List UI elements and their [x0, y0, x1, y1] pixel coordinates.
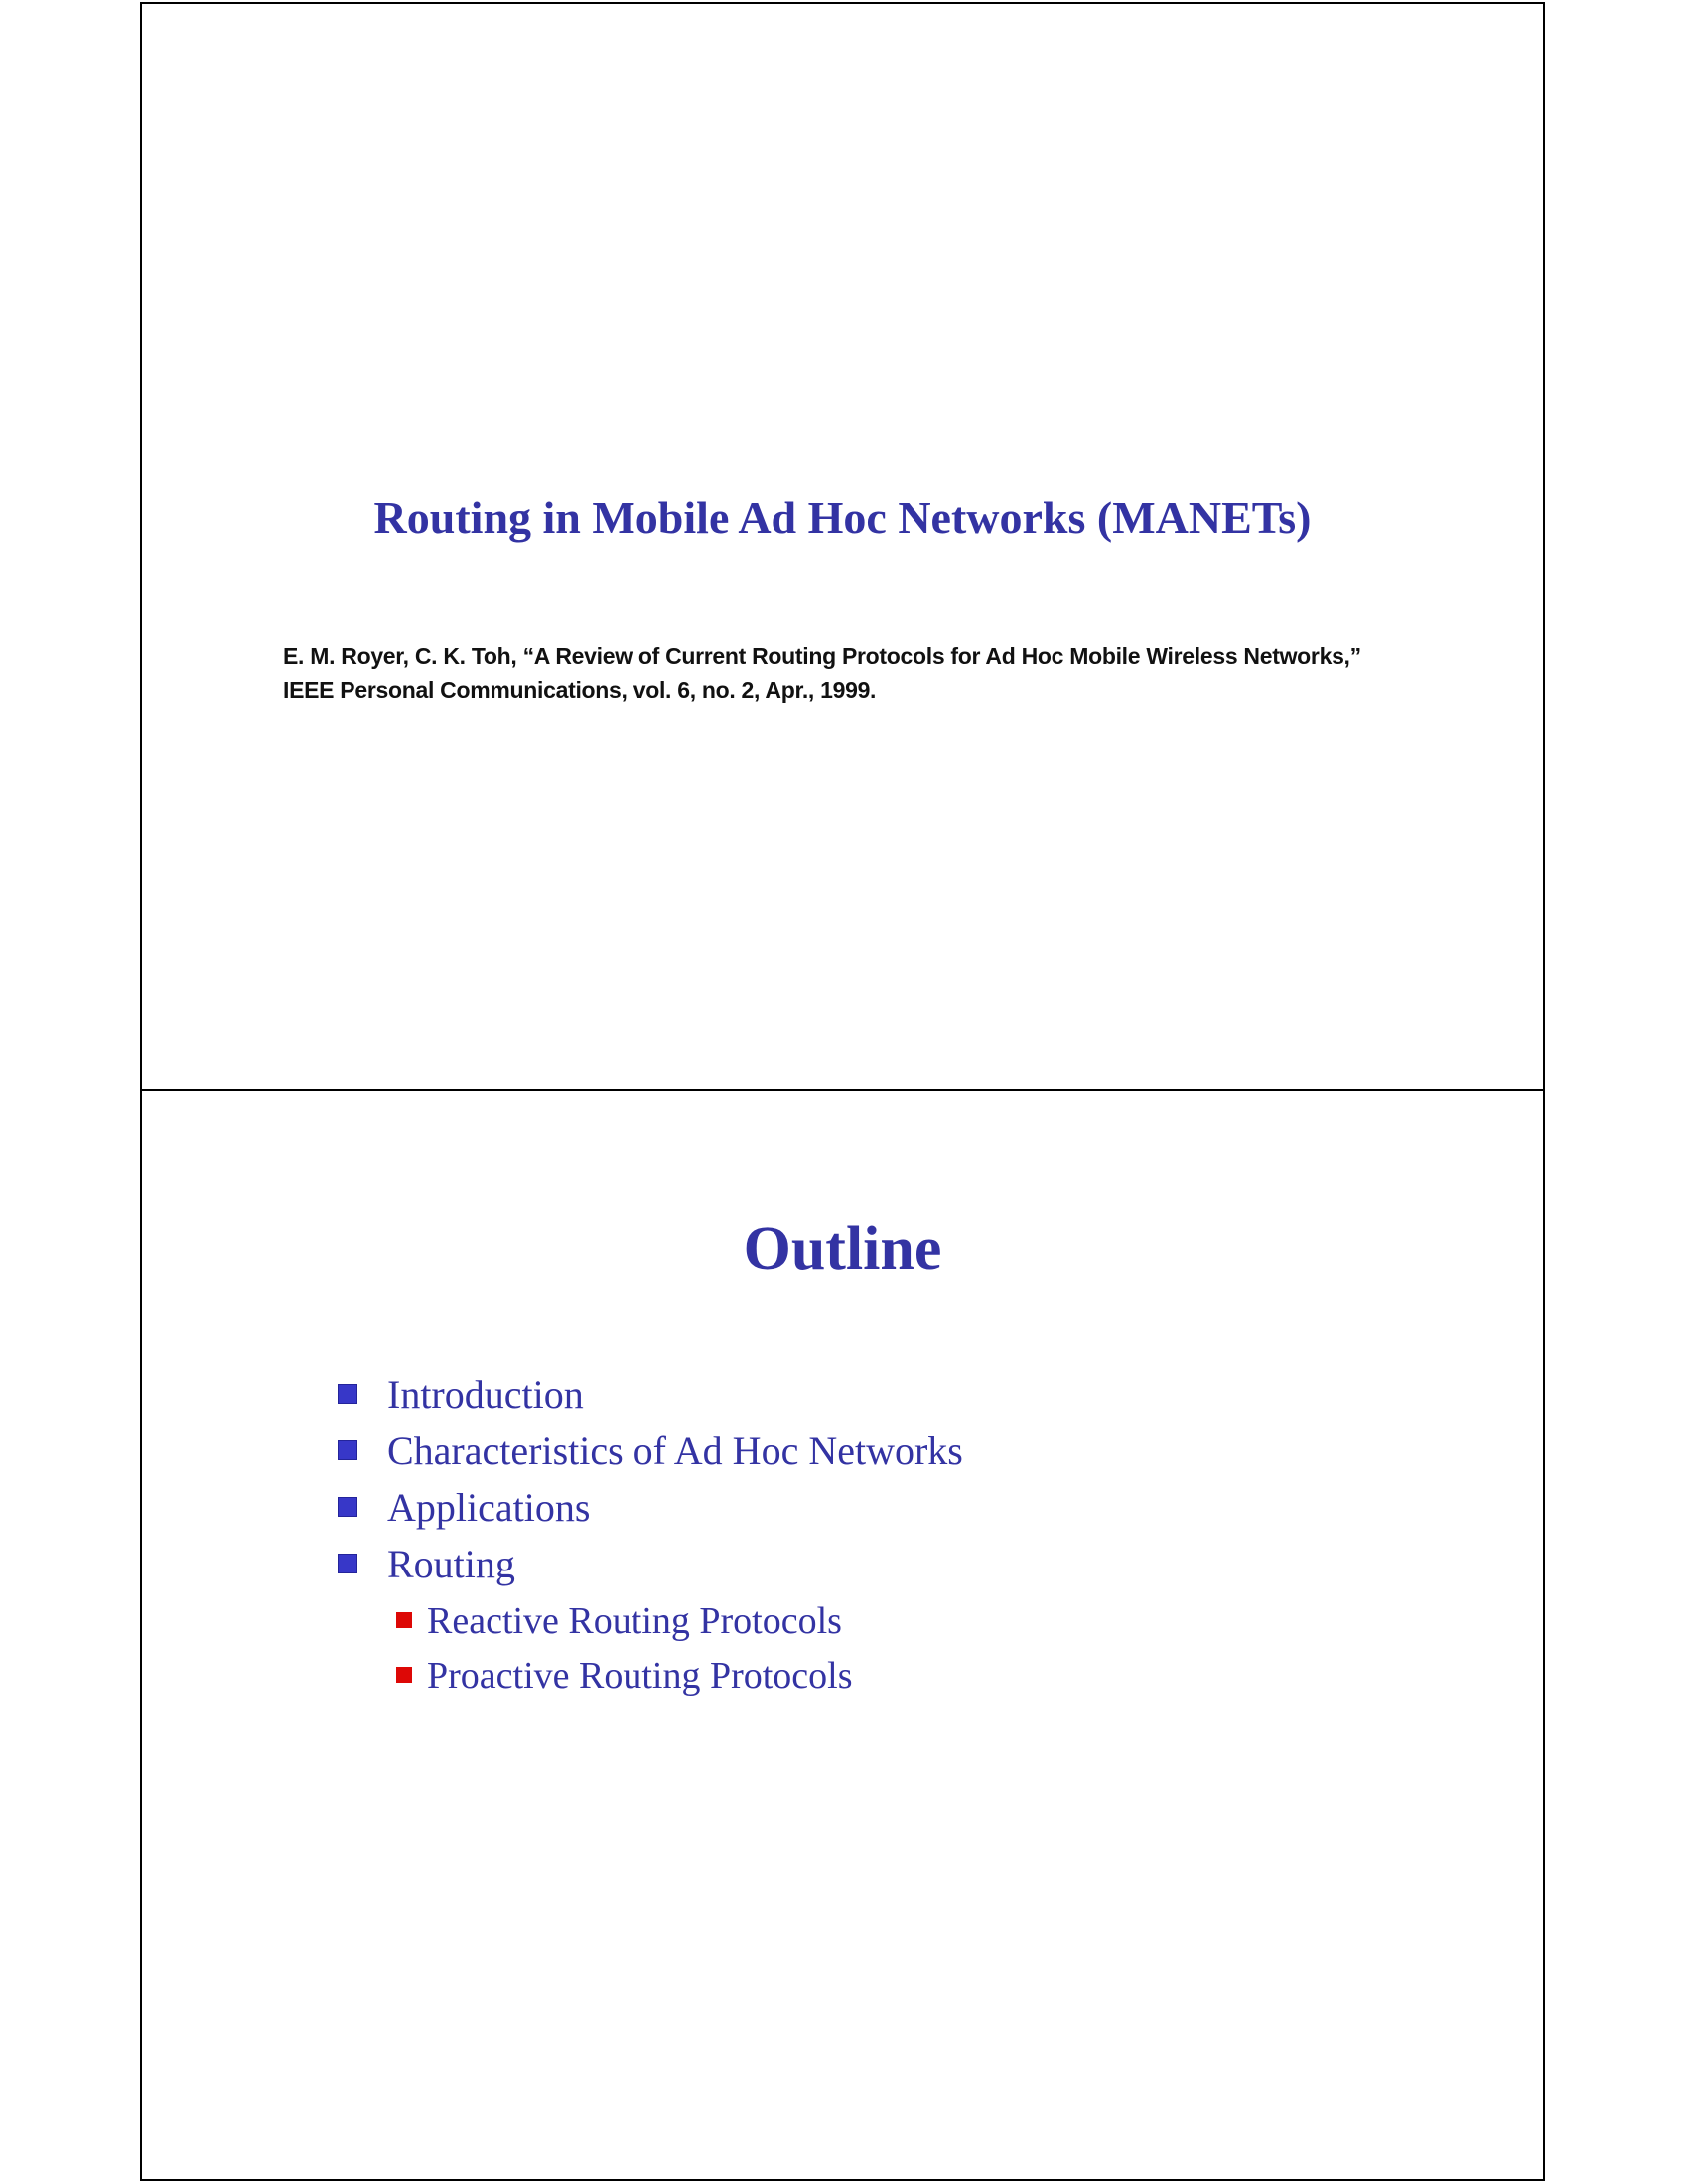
list-item	[338, 1484, 1430, 1541]
list-item-label: Proactive Routing Protocols	[427, 1655, 853, 1697]
list-item-label: Reactive Routing Protocols	[427, 1600, 842, 1642]
list-item-sub	[396, 1597, 1430, 1652]
list-item-label: Routing	[387, 1542, 515, 1586]
red-square-bullet-icon	[396, 1667, 412, 1683]
outline-title: Outline	[743, 1215, 942, 1283]
list-item-sub	[396, 1652, 1430, 1706]
blue-square-bullet-icon	[338, 1497, 357, 1517]
outline-list	[338, 1371, 1430, 1706]
list-item-label: Introduction	[387, 1372, 584, 1417]
reference-citation: E. M. Royer, C. K. Toh, “A Review of Current Routing Protocols for Ad Hoc Mobile Wireless Networks,” IEEE Personal Communications, vol. 6, no. 2, Apr., 1999.	[283, 643, 1361, 703]
blue-square-bullet-icon	[338, 1384, 357, 1404]
slide-1-title-slide	[140, 2, 1545, 1091]
red-square-bullet-icon	[396, 1612, 412, 1628]
blue-square-bullet-icon	[338, 1440, 357, 1460]
list-item	[338, 1371, 1430, 1428]
list-item	[338, 1428, 1430, 1484]
slide-2-outline-slide	[140, 1091, 1545, 2181]
blue-square-bullet-icon	[338, 1554, 357, 1573]
list-item-label: Characteristics of Ad Hoc Networks	[387, 1429, 963, 1473]
list-item-label: Applications	[387, 1485, 591, 1530]
list-item	[338, 1541, 1430, 1597]
presentation-title: Routing in Mobile Ad Hoc Networks (MANETs)	[373, 492, 1312, 543]
